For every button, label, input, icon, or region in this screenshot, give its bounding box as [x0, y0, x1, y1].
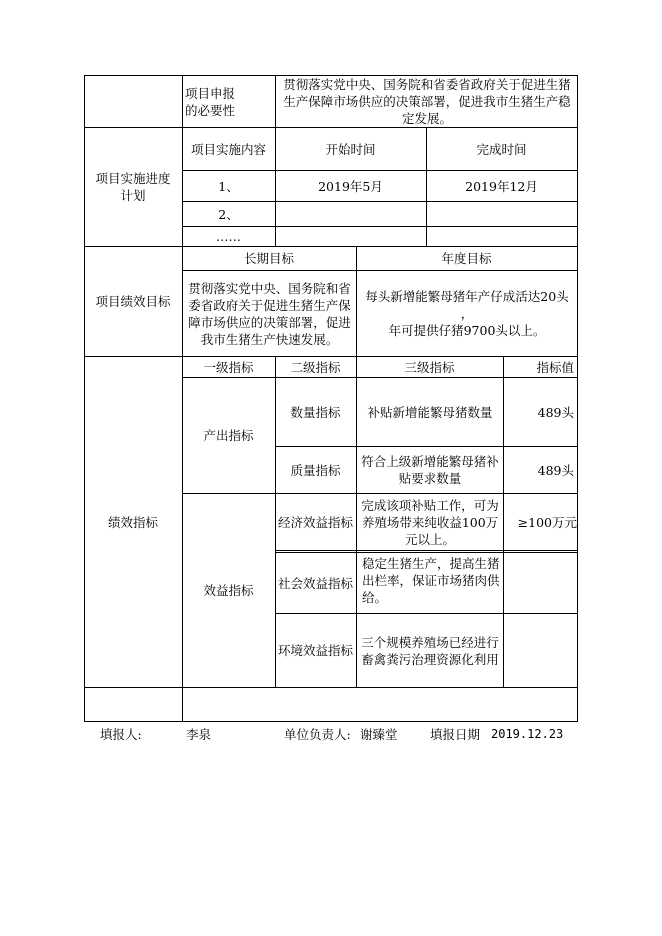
indicator-header-level1: 一级指标	[203, 359, 254, 375]
schedule-header-content: 项目实施内容	[190, 141, 266, 157]
schedule-row-end: 2019年12月	[465, 178, 538, 194]
annual-goal-line: 年可提供仔猪9700头以上。	[388, 323, 546, 338]
schedule-header-start: 开始时间	[325, 141, 376, 157]
annual-goal-line: 每头新增能繁母猪年产仔成活达20头	[365, 289, 569, 304]
schedule-row-end	[426, 227, 577, 246]
date-label: 填报日期	[430, 727, 481, 742]
indicator-level2: 质量指标	[290, 462, 341, 478]
indicator-level2: 经济效益指标	[277, 514, 353, 530]
indicator-level3: 三个规模养殖场已经进行畜禽粪污治理资源化利用	[361, 634, 499, 667]
indicator-value	[503, 614, 574, 687]
indicator-level3: 符合上级新增能繁母猪补贴要求数量	[361, 454, 499, 486]
performance-goal-label: 项目绩效目标	[95, 294, 171, 309]
indicators-label: 绩效指标	[107, 514, 158, 530]
indicator-level3: 补贴新增能繁母猪数量	[367, 404, 493, 420]
benefit-indicator-label: 效益指标	[203, 583, 254, 598]
schedule-label: 项目实施进度 计划	[95, 171, 171, 203]
schedule-row-start	[275, 227, 426, 246]
indicator-header-level3: 三级指标	[404, 359, 455, 375]
schedule-row-item: 2、	[218, 206, 239, 222]
filler-label: 填报人:	[100, 727, 142, 742]
indicator-level2: 数量指标	[290, 404, 341, 420]
annual-goal-header: 年度目标	[441, 251, 492, 266]
schedule-row-item: ……	[216, 229, 241, 244]
indicator-header-value: 指标值	[536, 359, 574, 375]
schedule-header-end: 完成时间	[476, 141, 527, 157]
indicator-level2: 社会效益指标	[277, 575, 353, 591]
long-term-goal-header: 长期目标	[243, 251, 294, 266]
long-term-goal-text: 贯彻落实党中央、国务院和省委省政府关于促进生猪生产保障市场供应的决策部署，促进我市生猪生产快速发展。	[188, 280, 351, 347]
annual-goal-line: ，	[460, 306, 474, 321]
indicator-level3: 完成该项补贴工作，可为养殖场带来纯收益100万元以上。	[361, 497, 499, 547]
schedule-row-item: 1、	[218, 178, 239, 194]
annual-goal-text	[358, 271, 576, 356]
indicator-value: 489头	[537, 462, 574, 478]
indicator-header-level2: 二级指标	[290, 359, 341, 375]
indicator-value	[503, 553, 574, 613]
filler-name: 李泉	[186, 727, 212, 742]
schedule-row-end	[426, 202, 577, 226]
indicator-value: ≥100万元	[517, 514, 577, 530]
output-indicator-label: 产出指标	[203, 428, 254, 443]
unit-head-label: 单位负责人:	[284, 727, 351, 742]
schedule-row-start: 2019年5月	[318, 178, 383, 194]
indicator-level3: 稳定生猪生产，提高生猪出栏率，保证市场猪肉供给。	[362, 555, 500, 605]
schedule-row-start	[275, 202, 426, 226]
unit-head-name: 谢臻堂	[360, 727, 398, 742]
indicator-level2: 环境效益指标	[277, 643, 353, 658]
date-value: 2019.12.23	[491, 727, 564, 741]
indicator-value: 489头	[537, 404, 574, 420]
necessity-label: 项目申报 的必要性	[185, 85, 236, 118]
necessity-text: 贯彻落实党中央、国务院和省委省政府关于促进生猪生产保障市场供应的决策部署，促进我市生猪生产稳定发展。	[283, 77, 571, 126]
